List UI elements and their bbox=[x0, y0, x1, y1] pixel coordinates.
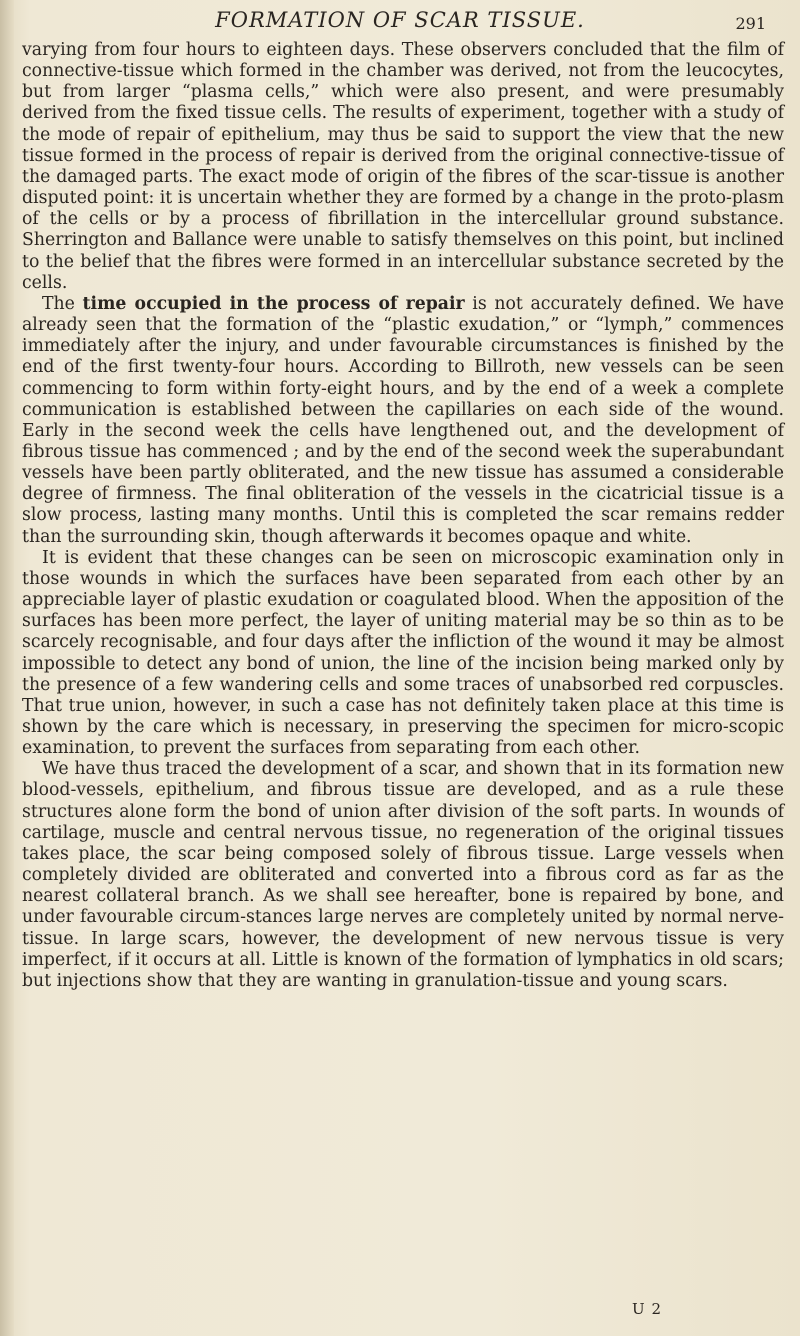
signature-mark: U 2 bbox=[632, 1300, 662, 1318]
paragraph-2-lead: The bbox=[42, 293, 83, 314]
paragraph-4: We have thus traced the development of a scar, and shown that in its formation new blood-vessels, epithelium, and fibrous tissue are developed, and as a rule these structures alone form the bond of union after division of the soft parts. In wounds of cartilage, muscle and central nervous tissue, no regeneration of the original tissues takes place, the scar being composed solely of fibrous tissue. Large vessels when completely divided are obliterated and converted into a fibrous cord as far as the nearest collateral branch. As we shall see hereafter, bone is repaired by bone, and under favourable circum-stances large nerves are completely united by normal nerve-tissue. In large scars, however, the development of new nervous tissue is very imperfect, if it occurs at all. Little is known of the formation of lymphatics in old scars; but injections show that they are wanting in granulation-tissue and young scars. bbox=[22, 759, 784, 991]
page-number: 291 bbox=[735, 14, 766, 33]
body-text bbox=[22, 40, 784, 992]
paragraph-1: varying from four hours to eighteen days. These observers concluded that the film of connective-tissue which formed in the chamber was derived, not from the leucocytes, but from larger “plasma cells,” which were also present, and were presumably derived from the fixed tissue cells. The results of experiment, together with a study of the mode of repair of epithelium, may thus be said to support the view that the new tissue formed in the process of repair is derived from the original connective-tissue of the damaged parts. The exact mode of origin of the fibres of the scar-tissue is another disputed point: it is uncertain whether they are formed by a change in the proto-plasm of the cells or by a process of fibrillation in the intercellular ground substance. Sherrington and Ballance were unable to satisfy themselves on this point, but inclined to the belief that the fibres were formed in an intercellular substance secreted by the cells. bbox=[22, 40, 784, 293]
running-title: FORMATION OF SCAR TISSUE. bbox=[215, 8, 585, 32]
paragraph-2-text: is not accurately defined. We have already seen that the formation of the “plastic exudation,” or “lymph,” commences immediately after the injury, and under favourable circumstances is finished by the end of the first twenty-four hours. According to Billroth, new vessels can be seen commencing to form within forty-eight hours, and by the end of a week a complete communication is established between the capillaries on each side of the wound. Early in the second week the cells have lengthened out, and the development of fibrous tissue has commenced ; and by the end of the second week the superabundant vessels have been partly obliterated, and the new tissue has assumed a considerable degree of firmness. The final obliteration of the vessels in the cicatricial tissue is a slow process, lasting many months. Until this is completed the scar remains redder than the surrounding skin, though afterwards it becomes opaque and white. bbox=[22, 293, 784, 547]
paragraph-3: It is evident that these changes can be seen on microscopic examination only in those wounds in which the surfaces have been separated from each other by an appreciable layer of plastic exudation or coagulated blood. When the apposition of the surfaces has been more perfect, the layer of uniting material may be so thin as to be scarcely recognisable, and four days after the infliction of the wound it may be almost impossible to detect any bond of union, the line of the incision being marked only by the presence of a few wandering cells and some traces of unabsorbed red corpuscles. That true union, however, in such a case has not definitely taken place at this time is shown by the care which is necessary, in preserving the specimen for micro-scopic examination, to prevent the surfaces from separating from each other. bbox=[22, 547, 784, 759]
paragraph-2 bbox=[22, 294, 784, 548]
running-head bbox=[0, 6, 800, 38]
page-binding-edge bbox=[0, 0, 14, 1336]
paragraph-2-bold-term: time occupied in the process of repair bbox=[82, 293, 465, 314]
